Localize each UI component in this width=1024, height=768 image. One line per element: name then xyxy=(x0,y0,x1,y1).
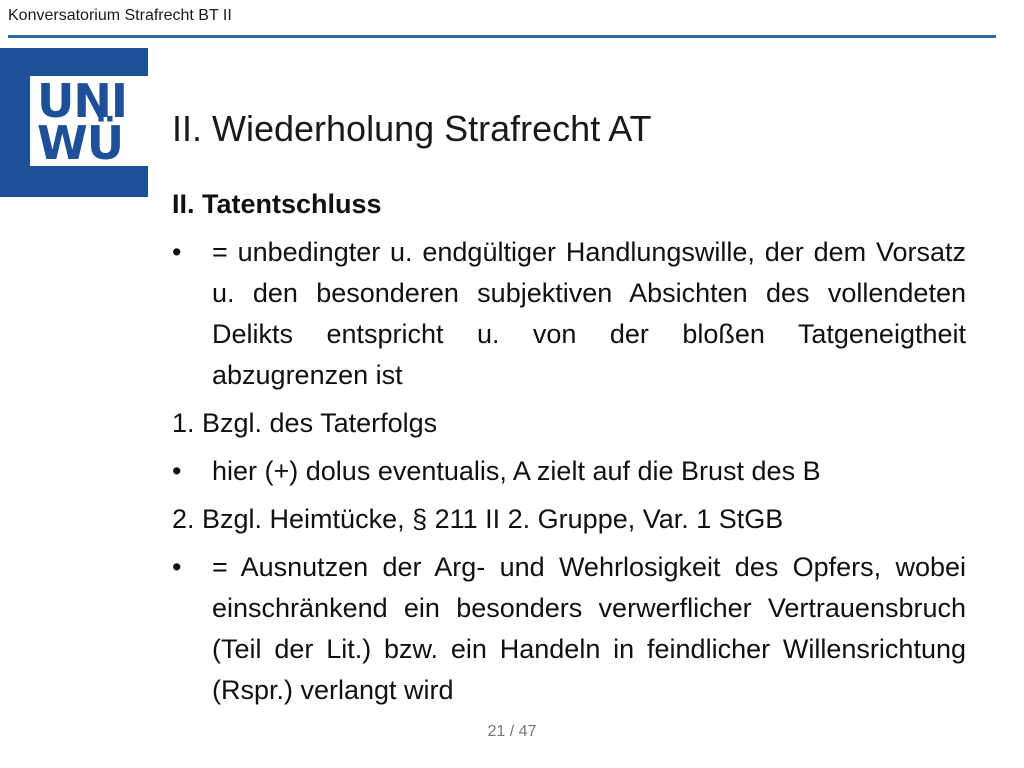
bullet-dolus-eventualis xyxy=(172,451,966,492)
slide-title: II. Wiederholung Strafrecht AT xyxy=(172,108,652,149)
slide-content xyxy=(172,184,966,718)
course-title: Konversatorium Strafrecht BT II xyxy=(8,7,232,24)
bullet-heimtuecke-definition xyxy=(172,547,966,711)
university-logo xyxy=(0,48,148,197)
bullet-text: hier (+) dolus eventualis, A zielt auf die Brust des B xyxy=(212,456,821,486)
logo-text-line1: UNI xyxy=(37,74,127,128)
bullet-text: = unbedingter u. endgültiger Handlungswille, der dem Vorsatz u. den besonderen subjektiven Absichten des vollendeten Delikts entspricht u. von der bloßen Tatgeneigtheit abzugrenzen ist xyxy=(212,237,966,390)
bullet-text: = Ausnutzen der Arg- und Wehrlosigkeit des Opfers, wobei einschränkend ein besonders verwerflicher Vertrauensbruch (Teil der Lit.) bzw. ein Handeln in feindlicher Willensrichtung (Rspr.) verlangt wird xyxy=(212,552,966,705)
bullet-definition xyxy=(172,232,966,396)
section-heading: II. Tatentschluss xyxy=(172,189,382,219)
point-taterfolg: 1. Bzgl. des Taterfolgs xyxy=(172,408,438,438)
bullet-icon: • xyxy=(172,237,182,267)
bullet-icon: • xyxy=(172,552,182,582)
bullet-icon: • xyxy=(172,456,182,486)
page-number: 21 / 47 xyxy=(487,723,537,740)
point-heimtuecke: 2. Bzgl. Heimtücke, § 211 II 2. Gruppe, Var. 1 StGB xyxy=(172,504,784,534)
header-divider xyxy=(8,35,996,38)
logo-text-line2: WÜ xyxy=(37,116,124,170)
logo-wordmark xyxy=(37,74,127,170)
